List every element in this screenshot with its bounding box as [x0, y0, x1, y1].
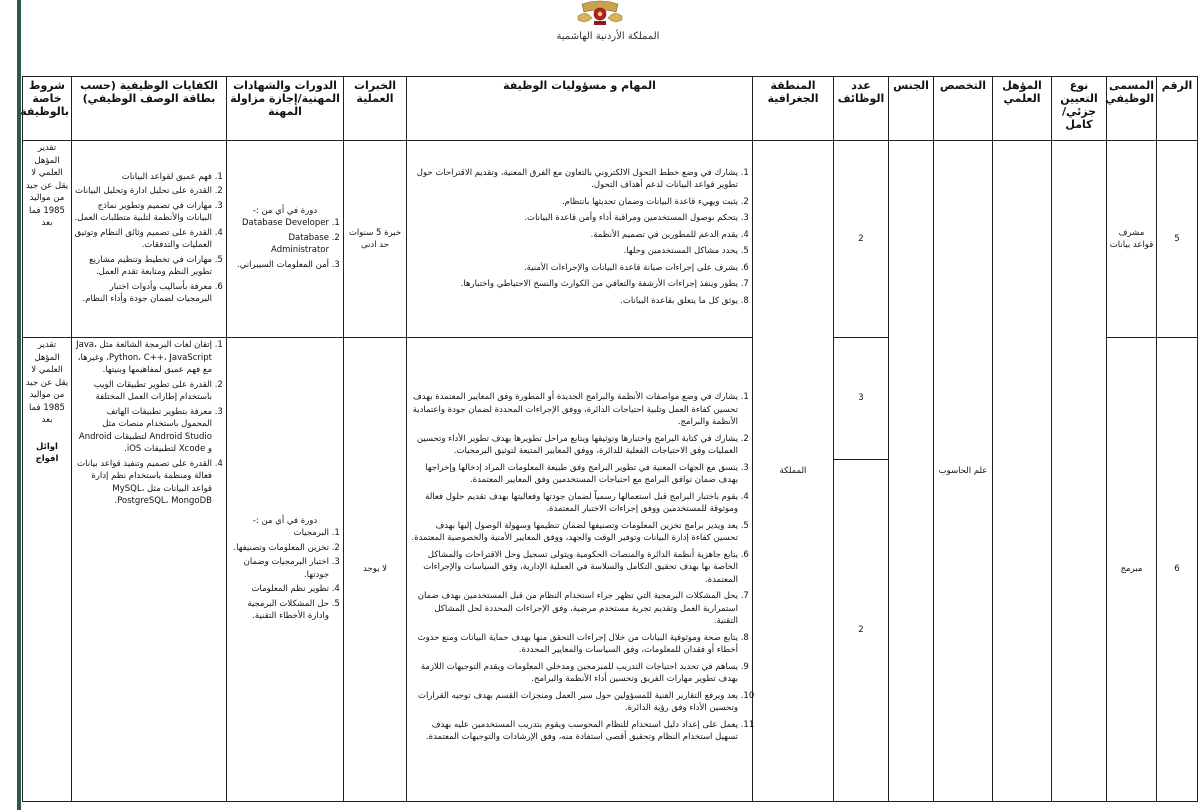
col-specialization: التخصص	[934, 77, 993, 141]
col-appointment-type: نوع التعيين جزئي/ كامل	[1052, 77, 1107, 141]
duty-item: 2. يشارك في كتابة البرامج واختبارها وتوثيقها ويتابع مراحل تطويرها بهدف تطوير الأداء وتحسين العمليات وفق الاحتياجات الفعلية للدائرة، ووفق المعايير المتبعة لتوثيق البرمجيات.	[409, 433, 738, 458]
row-job-count: 3	[834, 338, 889, 460]
row-job-title: مشرف قواعد بيانات	[1107, 141, 1157, 338]
row-duties	[407, 141, 753, 338]
row-courses	[227, 338, 344, 802]
col-duties: المهام و مسؤوليات الوظيفة	[407, 77, 753, 141]
course-item: 5. حل المشكلات البرمجية وادارة الأخطاء التقنية.	[229, 598, 329, 623]
row-qualification	[993, 141, 1052, 802]
competency-item: 4. القدرة على تصميم وتنفيذ قواعد بيانات فعالة ومنظمة باستخدام نظم إدارة قواعد البيانات مثل MySQL، PostgreSQL، MongoDB.	[74, 458, 212, 508]
competency-item: 4. القدرة على تصميم وثائق النظام وتوثيق العمليات والتدفقات.	[74, 227, 212, 252]
row-gender	[889, 141, 934, 802]
job-vacancies-table	[22, 76, 1198, 802]
duty-item: 5. يعد ويدير برامج تخزين المعلومات وتصنيفها لضمان تنظيمها وسهولة الوصول إليها بهدف تحسين كفاءة إدارة البيانات وتوفير الوقت والجهد، ووفق المعايير الأمنية والخصوصية المعتمدة.	[409, 520, 738, 545]
col-region: المنطقة الجغرافية	[753, 77, 834, 141]
duty-item: 3. يتحكم بوصول المستخدمين ومراقبة أداء وأمن قاعدة البيانات.	[409, 212, 738, 225]
row-job-count: 2	[834, 460, 889, 802]
col-job-count: عدد الوظائف	[834, 77, 889, 141]
col-gender: الجنس	[889, 77, 934, 141]
competency-item: 3. معرفة بتطوير تطبيقات الهاتف المحمول باستخدام منصات مثل Android Studio لتطبيقات Android و Xcode لتطبيقات iOS.	[74, 406, 212, 456]
row-number: 6	[1157, 338, 1198, 802]
duty-item: 5. يحدد مشاكل المستخدمين وحلها.	[409, 245, 738, 258]
course-item: 1. Database Developer	[229, 217, 329, 230]
duty-item: 2. يثبت ويهيء قاعدة البيانات وضمان تحديثها بانتظام.	[409, 196, 738, 209]
kingdom-emblem-icon	[572, 0, 628, 26]
row-duties	[407, 338, 753, 802]
col-experience: الخبرات العملية	[344, 77, 407, 141]
row-experience: لا يوجد	[344, 338, 407, 802]
duty-item: 1. يشارك في وضع خطط التحول الالكتروني بالتعاون مع الفرق المعنية، وتقديم الاقتراحات حول تطوير قواعد البيانات لدعم أهداف التحول.	[409, 167, 738, 192]
competency-item: 2. القدرة على تطوير تطبيقات الويب باستخدام إطارات العمل المختلفة	[74, 379, 212, 404]
course-item: 2. تخزين المعلومات وتصنيفها.	[229, 542, 329, 555]
competency-item: 5. مهارات في تخطيط وتنظيم مشاريع تطوير النظم ومتابعة تقدم العمل.	[74, 254, 212, 279]
competency-item: 1. إتقان لغات البرمجة الشائعة مثل Java، Python، C++، JavaScript، وغيرها، مع فهم عميق لمفاهيمها وبنيتها.	[74, 339, 212, 377]
duty-item: 10. يعد ويرفع التقارير الفنية للمسؤولين حول سير العمل ومنجزات القسم بهدف توجيه القرارات وتحسين الأداء وفق رؤية الدائرة.	[409, 690, 738, 715]
row-number: 5	[1157, 141, 1198, 338]
duty-item: 7. يحل المشكلات البرمجية التي تظهر جراء استخدام النظام من قبل المستخدمين بهدف ضمان استمرارية العمل وتقديم تجربة مستخدم مرضية، وفق الإجراءات المحددة لحل المشاكل التقنية.	[409, 590, 738, 628]
col-qualification: المؤهل العلمي	[993, 77, 1052, 141]
duty-item: 4. يقوم باختبار البرامج قبل استعمالها رسمياً لضمان جودتها وفعاليتها بهدف تقديم حلول فعالة وموثوقة للمستخدمين ووفق إجراءات الاختبار المعتمدة.	[409, 491, 738, 516]
row-specialization: علم الحاسوب	[934, 141, 993, 802]
duty-item: 8. يتابع صحة وموثوقية البيانات من خلال إجراءات التحقق منها بهدف حماية البيانات ومنع حدوث أخطاء أو فقدان للمعلومات، وفق السياسات والمعايير المحددة.	[409, 632, 738, 657]
course-item: 2. Database Administrator	[229, 232, 329, 257]
competency-item: 6. معرفة بأساليب وأدوات اختبار البرمجيات لضمان جودة وأداء النظام.	[74, 281, 212, 306]
courses-intro: دورة في أي من :-	[252, 515, 318, 526]
duty-item: 9. يساهم في تحديد احتياجات التدريب للمبرمجين ومدخلي المعلومات ويقدم التوجيهات اللازمة بهدف تطوير مهارات الفريق وتحسين أداء الأنظمة والبرامج.	[409, 661, 738, 686]
col-conditions: شروط خاصة بالوظيفة	[23, 77, 72, 141]
duty-item: 1. يشارك في وضع مواصفات الأنظمة والبرامج الجديدة أو المطورة وفق المعايير المعتمدة بهدف تحسين كفاءة العمل وتلبية احتياجات الدائرة، ووفق الإجراءات المحددة لضمان جودة واعتمادية الأنظمة والبرامج.	[409, 391, 738, 429]
duty-item: 11. يعمل على إعداد دليل استخدام للنظام المحوسب ويقوم بتدريب المستخدمين عليه بهدف تسهيل استخدام النظام وتحقيق أقصى استفادة منه، وفق الإرشادات والتوجيهات المعتمدة.	[409, 719, 738, 744]
duty-item: 3. ينسق مع الجهات المعنية في تطوير البرامج وفق طبيعة المعلومات المراد إدخالها وإخراجها بهدف ضمان توافق البرامج مع احتياجات المستخدمين وفق المعايير المعتمدة.	[409, 462, 738, 487]
kingdom-name: المملكة الأردنية الهاشمية	[556, 31, 660, 42]
row-job-count: 2	[834, 141, 889, 338]
conditions-extra: اوائل افواج	[35, 441, 59, 464]
col-job-title: المسمى الوظيفي	[1107, 77, 1157, 141]
competency-item: 3. مهارات في تصميم وتطوير نماذج البيانات والأنظمة لتلبية متطلبات العمل.	[74, 200, 212, 225]
competency-item: 1. فهم عميق لقواعد البيانات	[74, 171, 212, 184]
col-competencies: الكفايات الوظيفية (حسب بطاقة الوصف الوظيفي)	[72, 77, 227, 141]
row-competencies	[72, 141, 227, 338]
competency-item: 2. القدرة على تحليل ادارة وتحليل البيانات	[74, 185, 212, 198]
row-competencies	[72, 338, 227, 802]
row-experience: خبرة 5 سنوات حد ادنى	[344, 141, 407, 338]
course-item: 3. أمن المعلومات السيبراني.	[229, 259, 329, 272]
row-conditions	[23, 141, 72, 338]
conditions-text: تقدير المؤهل العلمي لا يقل عن جيد من مواليد 1985 فما بعد	[25, 143, 69, 228]
row-conditions	[23, 338, 72, 802]
duty-item: 6. يشرف على إجراءات صيانة قاعدة البيانات والإجراءات الأمنية.	[409, 262, 738, 275]
row-appointment-type	[1052, 141, 1107, 802]
row-courses	[227, 141, 344, 338]
duty-item: 7. يطور وينفذ إجراءات الأرشفة والتعافي من الكوارث والنسخ الاحتياطي واختبارها.	[409, 278, 738, 291]
row-job-title: مبرمج	[1107, 338, 1157, 802]
course-item: 4. تطوير نظم المعلومات	[229, 583, 329, 596]
table-row	[23, 141, 1198, 338]
col-courses: الدورات والشهادات المهنية/إجازة مزاولة المهنة	[227, 77, 344, 141]
course-item: 3. اختبار البرمجيات وضمان جودتها.	[229, 556, 329, 581]
course-item: 1. البرمجيات	[229, 527, 329, 540]
row-region: المملكة	[753, 141, 834, 802]
left-border-rule	[17, 0, 21, 810]
conditions-text: تقدير المؤهل العلمي لا يقل عن جيد من مواليد 1985 فما بعد	[25, 340, 69, 425]
duty-item: 8. يوثق كل ما يتعلق بقاعدة البيانات.	[409, 295, 738, 308]
duty-item: 4. يقدم الدعم للمطورين في تصميم الأنظمة.	[409, 229, 738, 242]
col-number: الرقم	[1157, 77, 1198, 141]
duty-item: 6. يتابع جاهزية أنظمة الدائرة والمنصات الحكومية ويتولى تسجيل وحل الاقتراحات والمشاكل الخاصة بها بهدف تحقيق التكامل والسلاسة في العملية الإدارية، وفق السياسات والإجراءات المعتمدة.	[409, 549, 738, 587]
courses-intro: دورة في أي من :-	[252, 205, 318, 216]
